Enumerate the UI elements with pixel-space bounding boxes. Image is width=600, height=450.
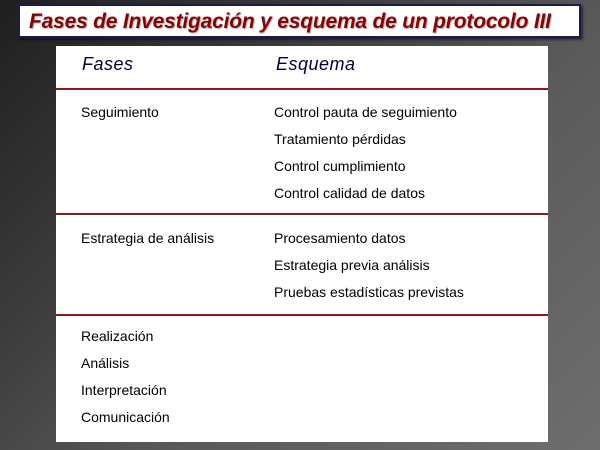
esquema-item: Control cumplimiento xyxy=(274,158,406,174)
fase-comunicacion: Comunicación xyxy=(81,409,170,425)
section-divider xyxy=(56,213,548,215)
esquema-item: Estrategia previa análisis xyxy=(274,257,430,273)
section-divider xyxy=(56,314,548,316)
fase-seguimiento: Seguimiento xyxy=(81,104,159,120)
slide-title: Fases de Investigación y esquema de un protocolo III xyxy=(29,10,551,33)
fase-analisis: Análisis xyxy=(81,355,130,371)
fase-estrategia: Estrategia de análisis xyxy=(81,230,215,246)
fase-realizacion: Realización xyxy=(81,328,154,344)
header-esquema: Esquema xyxy=(276,54,356,74)
esquema-item: Procesamiento datos xyxy=(274,230,406,246)
fase-interpretacion: Interpretación xyxy=(81,382,167,398)
header-fases: Fases xyxy=(82,54,134,74)
esquema-item: Tratamiento pérdidas xyxy=(274,131,406,147)
esquema-item: Control pauta de seguimiento xyxy=(274,104,457,120)
content-panel xyxy=(56,46,548,442)
esquema-item: Control calidad de datos xyxy=(274,185,425,201)
slide-title-box xyxy=(18,4,581,38)
esquema-item: Pruebas estadísticas previstas xyxy=(274,284,464,300)
header-divider xyxy=(56,88,548,90)
